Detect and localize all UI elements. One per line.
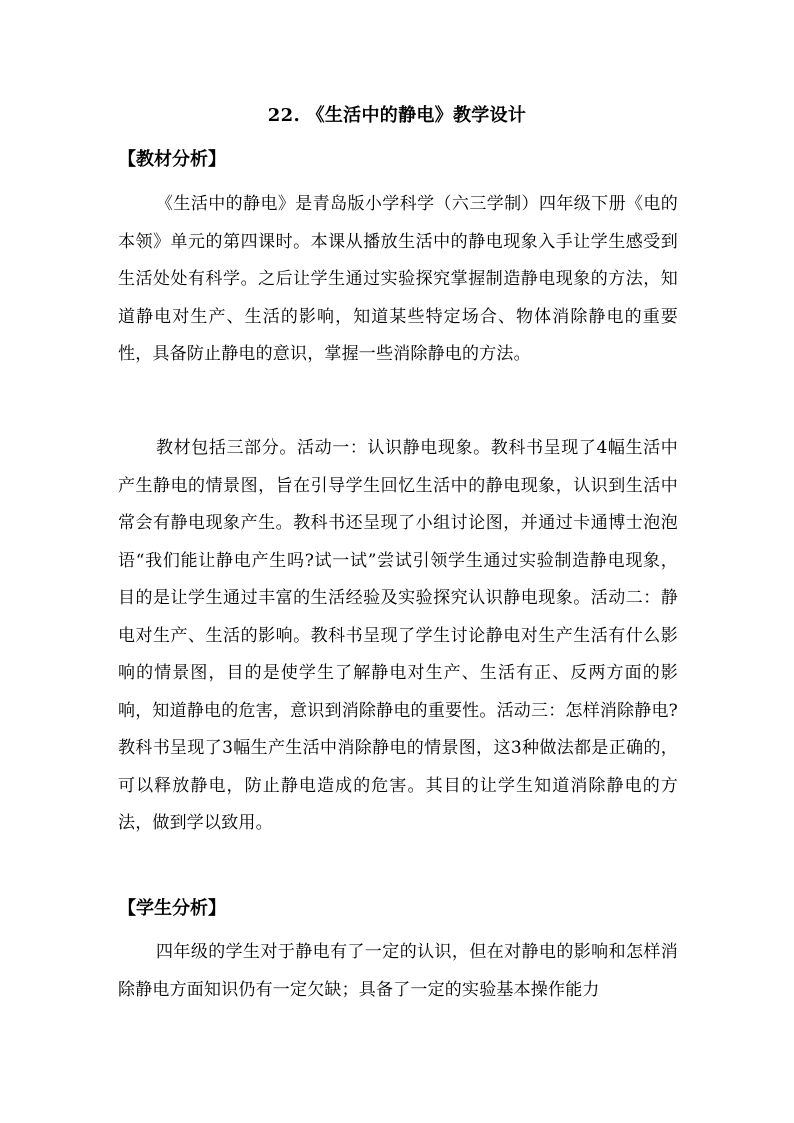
document-title: 22. 《生活中的静电》教学设计 — [267, 105, 527, 126]
paragraph-student-analysis: 四年级的学生对于静电有了一定的认识，但在对静电的影响和怎样消除静电方面知识仍有一定欠缺；具备了一定的实验基本操作能力 — [118, 942, 678, 1000]
section-heading-textbook-analysis: 【教材分析】 — [118, 149, 226, 170]
section-heading-student-analysis: 【学生分析】 — [118, 898, 226, 919]
paragraph-textbook-intro: 《生活中的静电》是青岛版小学科学（六三学制）四年级下册《电的本领》单元的第四课时。本课从播放生活中的静电现象入手让学生感受到生活处处有科学。之后让学生通过实验探究掌握制造静电现象的方法，知道静电对生产、生活的影响，知道某些特定场合、物体消除静电的重要性，具备防止静电的意识，掌握一些消除静电的方法。 — [118, 194, 678, 364]
paragraph-textbook-activities: 教材包括三部分。活动一：认识静电现象。教科书呈现了4幅生活中产生静电的情景图，旨在引导学生回忆生活中的静电现象，认识到生活中常会有静电现象产生。教科书还呈现了小组讨论图，并通过卡通博士泡泡语“我们能让静电产生吗?试一试”尝试引领学生通过实验制造静电现象，目的是让学生通过丰富的生活经验及实验探究认识静电现象。活动二：静电对生产、生活的影响。教科书呈现了学生讨论静电对生产生活有什么影响的情景图，目的是使学生了解静电对生产、生活有正、反两方面的影响，知道静电的危害，意识到消除静电的重要性。活动三：怎样消除静电?教科书呈现了3幅生产生活中消除静电的情景图，这3种做法都是正确的，可以释放静电，防止静电造成的危害。其目的让学生知道消除静电的方法，做到学以致用。 — [118, 438, 678, 833]
